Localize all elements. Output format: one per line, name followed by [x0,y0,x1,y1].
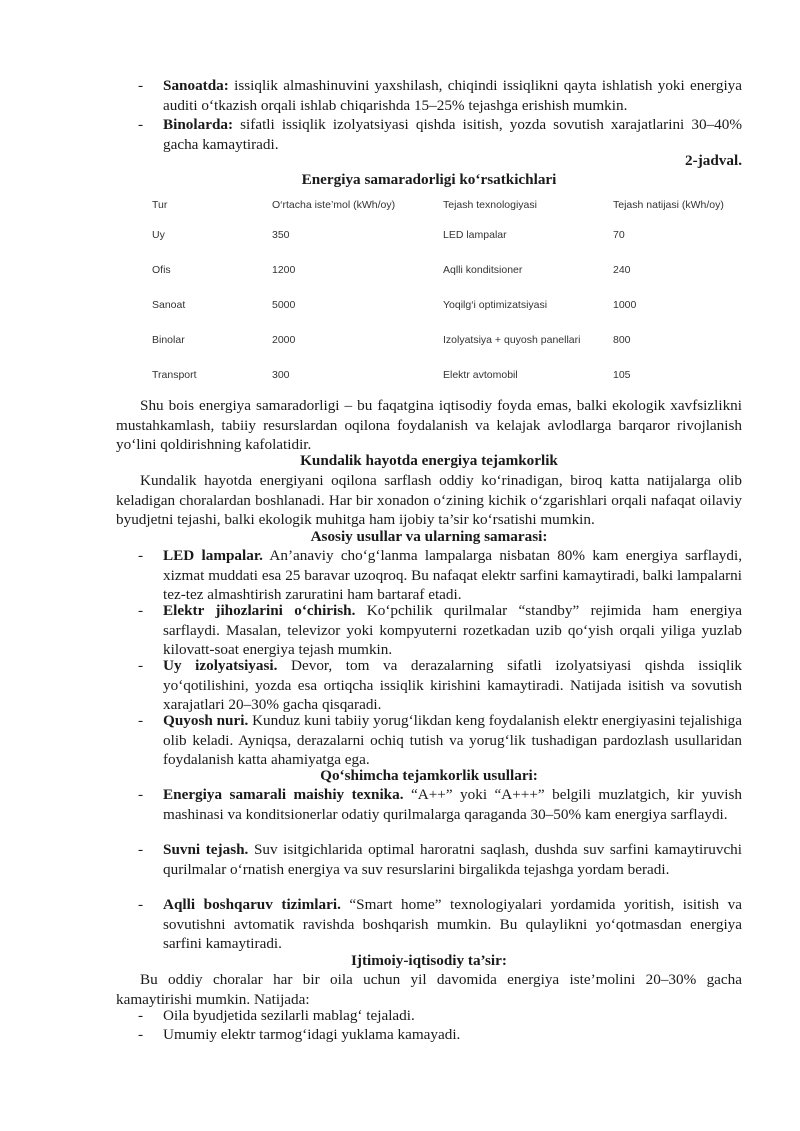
list-item-text: Devor, tom va derazalarning sifatli izolyatsiyasi qishda issiqlik yo‘qotilishini, yozda esa ortiqcha issiqlik kirishini kamaytiradi. Natijada isitish va sovutish xarajatlari 20–30% gacha qisqaradi. [163,657,743,714]
list-item-sanoatda [116,76,742,115]
paragraph-intro: Kundalik hayotda energiyani oqilona sarflash oddiy ko‘rinadigan, biroq katta natijalarga olib keladigan choralardan boshlanadi. Har bir xonadon o‘zining kichik o‘zgarishlari orqali nafaqat oilaviy byudjetni tejashi, balki ekologik muhitga ham ijobiy ta’sir ko‘rsatishi mumkin. [116,472,742,529]
list-dash: - [138,116,144,133]
list-item-title: Energiya samarali maishiy texnika. [163,786,404,803]
list-dash: - [138,1026,144,1043]
table-cell: Elektr avtomobil [443,368,518,381]
section-heading: Qo‘shimcha tejamkorlik usullari: [320,767,538,784]
table-cell: 70 [613,228,625,241]
list-item-title: Quyosh nuri. [163,712,249,729]
table-cell: LED lampalar [443,228,507,241]
column-header: Tejash texnologiyasi [443,199,537,211]
table-cell: 1200 [272,263,296,276]
table-cell: 350 [272,228,290,241]
list-item-grid-load [116,1025,742,1045]
efficiency-table [142,193,747,392]
table-cell: 300 [272,368,290,381]
table-cell: Izolyatsiya + quyosh panellari [443,333,581,346]
list-item-title: Elektr jihozlarini o‘chirish. [163,602,356,619]
table-cell: Yoqilg‘i optimizatsiyasi [443,298,548,311]
list-dash: - [138,786,144,803]
list-item-text: Ko‘pchilik qurilmalar “standby” rejimida ham energiya sarflaydi. Masalan, televizor yoki kompyuterni rozetkadan uzib qo‘yish orqali yiliga yuzlab kilovatt-soat energiya tejash mumkin. [163,602,743,659]
list-item-budget [116,1006,742,1026]
list-item-title: Uy izolyatsiyasi. [163,657,278,674]
section-heading: Asosiy usullar va ularning samarasi: [310,528,548,545]
table-header-row [142,193,747,217]
table-cell: Ofis [152,263,171,276]
list-item-water [116,840,742,879]
list-item-text: Suv isitgichlarida optimal haroratni saqlash, dushda suv sarfini kamaytiruvchi qurilmalar o‘rnatish energiya va suv resurslarini birgalikda tejashga yordam beradi. [163,841,742,878]
list-dash: - [138,77,144,94]
table-cell: Aqlli konditsioner [443,263,523,276]
table-cell: 2000 [272,333,296,346]
list-item-text: “A++” yoki “A+++” belgili muzlatgich, kir yuvish mashinasi va konditsionerlar odatiy qurilmalarga qaraganda 30–50% kam energiya sarflaydi. [163,786,742,823]
table-cell: Transport [152,368,197,381]
list-item-title: Aqlli boshqaruv tizimlari. [163,896,341,913]
list-item-text: sifatli issiqlik izolyatsiyasi qishda isitish, yozda sovutish xarajatlarini 30–40% gacha kamaytiradi. [163,116,742,153]
table-cell: Binolar [152,333,185,346]
list-item-electric-devices [116,601,742,660]
list-item-title: Sanoatda: [163,77,229,94]
list-item-text: “Smart home” texnologiyalari yordamida yoritish, isitish va sovutishni avtomatik ravishda boshqarish mumkin. Bu qulaylikni yo‘qotmasdan energiya sarfini kamaytiradi. [163,896,742,953]
table-row [142,287,747,322]
table-cell: 105 [613,368,631,381]
list-item-title: Binolarda: [163,116,234,133]
paragraph-impact: Bu oddiy choralar har bir oila uchun yil davomida energiya iste’molini 20–30% gacha kamaytirishi mumkin. Natijada: [116,971,742,1008]
table-row [142,217,747,252]
table-cell: 1000 [613,298,637,311]
list-item-title: LED lampalar. [163,547,263,564]
list-item-appliances [116,785,742,824]
table-row [142,357,747,392]
list-dash: - [138,896,144,913]
list-dash: - [138,547,144,564]
list-dash: - [138,657,144,674]
table-cell: 5000 [272,298,296,311]
table-label: 2-jadval. [685,152,742,169]
table-cell: Sanoat [152,298,186,311]
section-heading: Kundalik hayotda energiya tejamkorlik [300,452,558,469]
section-heading: Ijtimoiy-iqtisodiy ta’sir: [351,952,507,969]
list-item-text: issiqlik almashinuvini yaxshilash, chiqindi issiqlikni qayta ishlatish yoki energiya auditi o‘tkazish orqali ishlab chiqarishda 15–25% tejashga erishish mumkin. [163,77,742,114]
list-item-binolarda [116,115,742,154]
paragraph-conclusion: Shu bois energiya samaradorligi – bu faqatgina iqtisodiy foyda emas, balki ekologik xavfsizlikni mustahkamlash, tabiiy resurslardan oqilona foydalanish va kelajak avlodlarga barqaror rivojlanish yo‘lini qoldirishning kafolatidir. [116,397,742,454]
list-dash: - [138,712,144,729]
column-header: Tur [152,199,168,211]
table-row [142,322,747,357]
list-item-text: Kunduz kuni tabiiy yorug‘likdan keng foydalanish elektr energiyasini tejalishiga olib keladi. Ayniqsa, derazalarni ochiq tutish va yorug‘lik tushadigan pardozlash usullaridan foydalanish katta ahamiyatga ega. [163,712,742,769]
table-row [142,252,747,287]
list-dash: - [138,841,144,858]
list-item-led [116,546,742,605]
list-item-text: An’anaviy cho‘g‘lanma lampalarga nisbatan 80% kam energiya sarflaydi, xizmat muddati esa 25 baravar uzoqroq. Bu nafaqat elektr sarfini kamaytiradi, balki lampalarni tez-tez almashtirish zaruratini ham bartaraf etadi. [163,547,742,604]
list-dash: - [138,1007,144,1024]
column-header: O‘rtacha iste’mol (kWh/oy) [272,199,396,211]
table-cell: 800 [613,333,631,346]
list-item-title: Suvni tejash. [163,841,249,858]
table-cell: 240 [613,263,631,276]
list-item-smart-control [116,895,742,954]
list-dash: - [138,602,144,619]
table-cell: Uy [152,228,165,241]
column-header: Tejash natijasi (kWh/oy) [613,199,724,211]
list-item-text: Umumiy elektr tarmog‘idagi yuklama kamayadi. [163,1026,461,1043]
table-title: Energiya samaradorligi ko‘rsatkichlari [301,171,557,188]
list-item-insulation [116,656,742,715]
list-item-text: Oila byudjetida sezilarli mablag‘ tejaladi. [163,1007,415,1024]
list-item-sunlight [116,711,742,770]
